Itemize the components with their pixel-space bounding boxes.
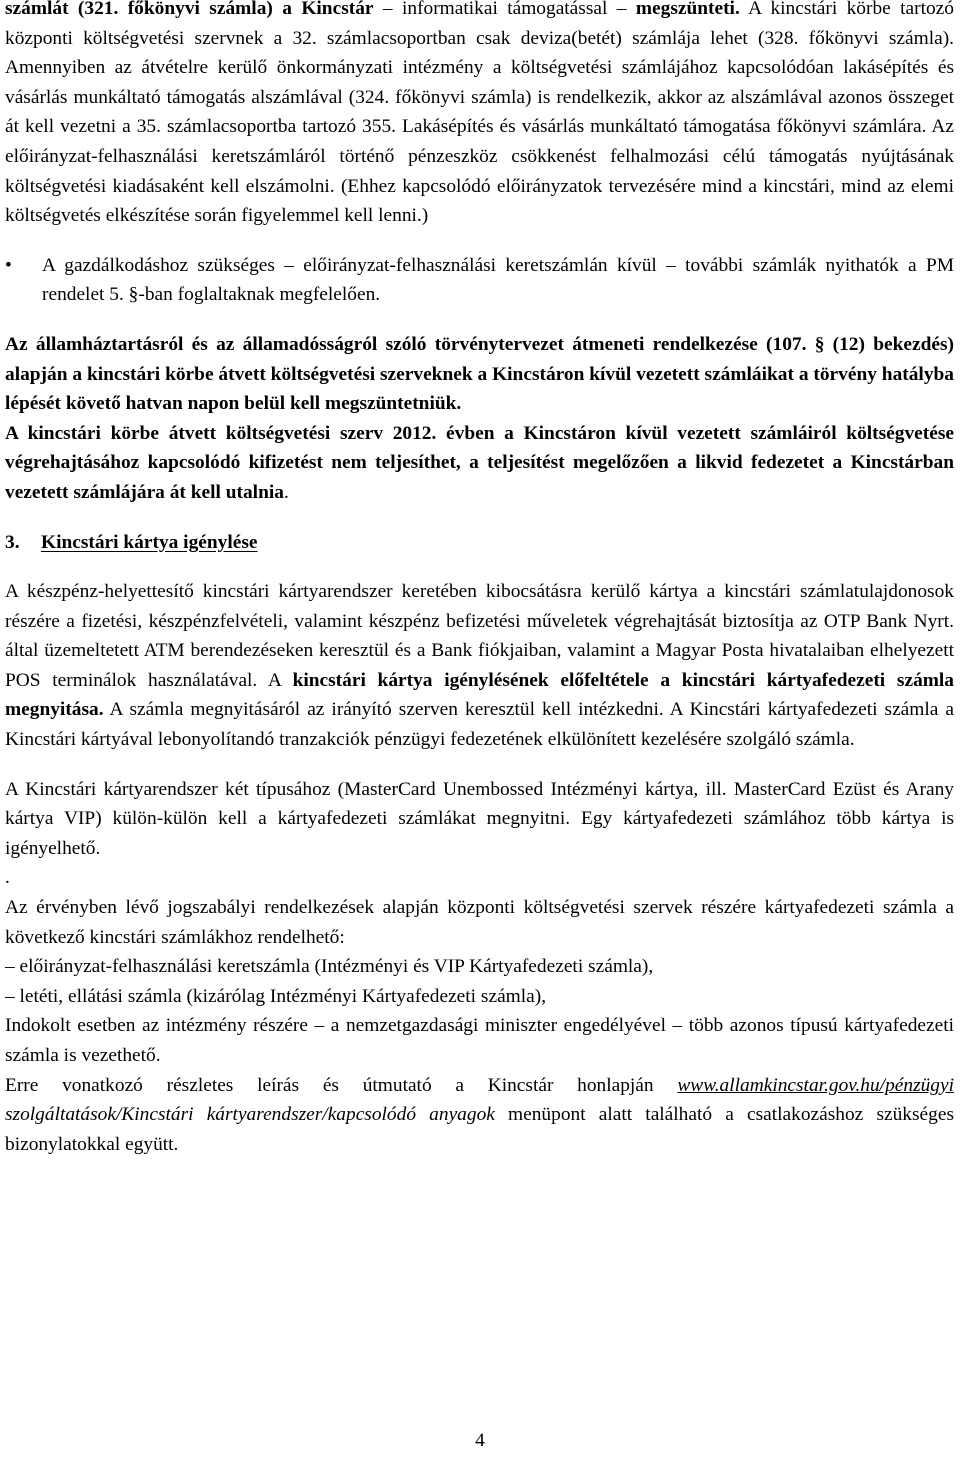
website-link[interactable]: www.allamkincstar.gov.hu/pénzügyi xyxy=(677,1074,954,1096)
section-number: 3. xyxy=(5,531,20,553)
section-heading xyxy=(5,528,954,558)
stray-dot: . xyxy=(5,867,10,889)
paragraph-account-closure xyxy=(5,0,954,231)
plain-text: Erre vonatkozó részletes leírás és útmutató a Kincstár honlapján xyxy=(5,1074,678,1096)
plain-text: menüpont alatt található a csatlakozáshoz szükséges bizonylatokkal együtt. xyxy=(5,1104,954,1155)
bullet-symbol: • xyxy=(5,254,12,276)
paragraph-transitional-provision xyxy=(5,330,954,419)
paragraph-card-types: A Kincstári kártyarendszer két típusához (MasterCard Unembossed Intézményi kártya, ill. MasterCard Ezüst és Arany kártya VIP) külön-külön kell a kártyafedezeti számlákat megnyitni. Egy kártyafedezeti számlához több kártya is igényelhető. xyxy=(5,778,954,859)
bullet-text: A gazdálkodáshoz szükséges – előirányzat-felhasználási keretszámlán kívül – további számlák nyithatók a PM rendelet 5. §-ban foglaltaknak megfelelően. xyxy=(42,254,954,306)
paragraph-card-system xyxy=(5,577,954,755)
bold-text: kincstári kártya igénylésének előfeltétele a kincstári kártyafedezeti számla megnyitása. xyxy=(5,669,954,721)
paragraph-payment-restriction xyxy=(5,419,954,508)
bold-text: A kincstári körbe átvett költségvetési szerv 2012. évben a Kincstáron kívül vezetett számláiról költségvetése végrehajtásához kapcsolódó kifizetést nem teljesíthet, a teljesítést megelőzően a likvid fedezetet a Kincstárban vezetett számlájára át kell utalnia xyxy=(5,422,954,503)
menu-path: szolgáltatások/Kincstári kártyarendszer/kapcsolódó anyagok xyxy=(5,1104,495,1126)
plain-text: A számla megnyitásáról az irányító szerven keresztül kell intézkedni. A Kincstári kártyafedezeti számla a Kincstári kártyával lebonyolítandó tranzakciók pénzügyi fedezetének elkülönített kezelésére szolgáló számla. xyxy=(5,699,954,751)
plain-text: – informatikai támogatással – xyxy=(373,0,636,19)
bullet-item xyxy=(5,251,954,310)
paragraph-website-reference xyxy=(5,1071,954,1160)
list-item: – letéti, ellátási számla (kizárólag Intézményi Kártyafedezeti számla), xyxy=(5,985,547,1007)
paragraph-regulations: Az érvényben lévő jogszabályi rendelkezések alapján központi költségvetési szervek részére kártyafedezeti számla a következő kincstári számlákhoz rendelhető: xyxy=(5,897,954,948)
bold-text: Az államháztartásról és az államadósságról szóló törvénytervezet átmeneti rendelkezése (107. § (12) bekezdés) alapján a kincstári körbe átvett költségvetési szerveknek a Kincstáron kívül vezetett számláikat a törvény hatályba lépését követő hatvan napon belül kell megszüntetniük. xyxy=(5,333,954,415)
bold-text: megszünteti. xyxy=(635,0,740,19)
page-number: 4 xyxy=(475,1430,485,1451)
paragraph-note: Indokolt esetben az intézmény részére – a nemzetgazdasági miniszter engedélyével – több azonos típusú kártyafedezeti számla is vezethető. xyxy=(5,1015,954,1066)
plain-text: . xyxy=(283,481,289,503)
plain-text: A készpénz-helyettesítő kincstári kártyarendszer keretében kibocsátásra kerülő kártya a kincstári számlatulajdonosok részére a fizetési, készpénzfelvételi, valamint készpénz befizetési műveletek végrehajtását biztosítja az OTP Bank Nyrt. által üzemeltetett ATM berendezéseken keresztül és a Bank fiókjaiban, valamint a Magyar Posta hivatalaiban elhelyezett POS terminálok használatával. A xyxy=(5,581,954,691)
bold-text: számlát (321. főkönyvi számla) a Kincstár xyxy=(5,0,374,19)
plain-text: A kincstári körbe tartozó központi költségvetési szervnek a 32. számlacsoportban csak deviza(betét) számlája lehet (328. főkönyvi számla). Amennyiben az átvételre kerülő önkormányzati intézmény a költségvetési számlájához kapcsolódóan lakásépítés és vásárlás munkáltató támogatás alszámlával (324. főkönyvi számla) is rendelkezik, akkor az alszámlával azonos összeget át kell vezetni a 35. számlacsoportba tartozó 355. Lakásépítés és vásárlás munkáltató támogatása főkönyvi számlára. Az előirányzat-felhasználási keretszámláról történő pénzeszköz csökkenést felhalmozási célú támogatás nyújtásának költségvetési kiadásaként kell elszámolni. (Ehhez kapcsolódó előirányzatok tervezésére mind a kincstári, mind az elemi költségvetés elkészítése során figyelemmel kell lenni.) xyxy=(5,0,954,227)
section-title: Kincstári kártya igénylése xyxy=(41,531,258,553)
list-item: – előirányzat-felhasználási keretszámla (Intézményi és VIP Kártyafedezeti számla), xyxy=(5,956,654,978)
